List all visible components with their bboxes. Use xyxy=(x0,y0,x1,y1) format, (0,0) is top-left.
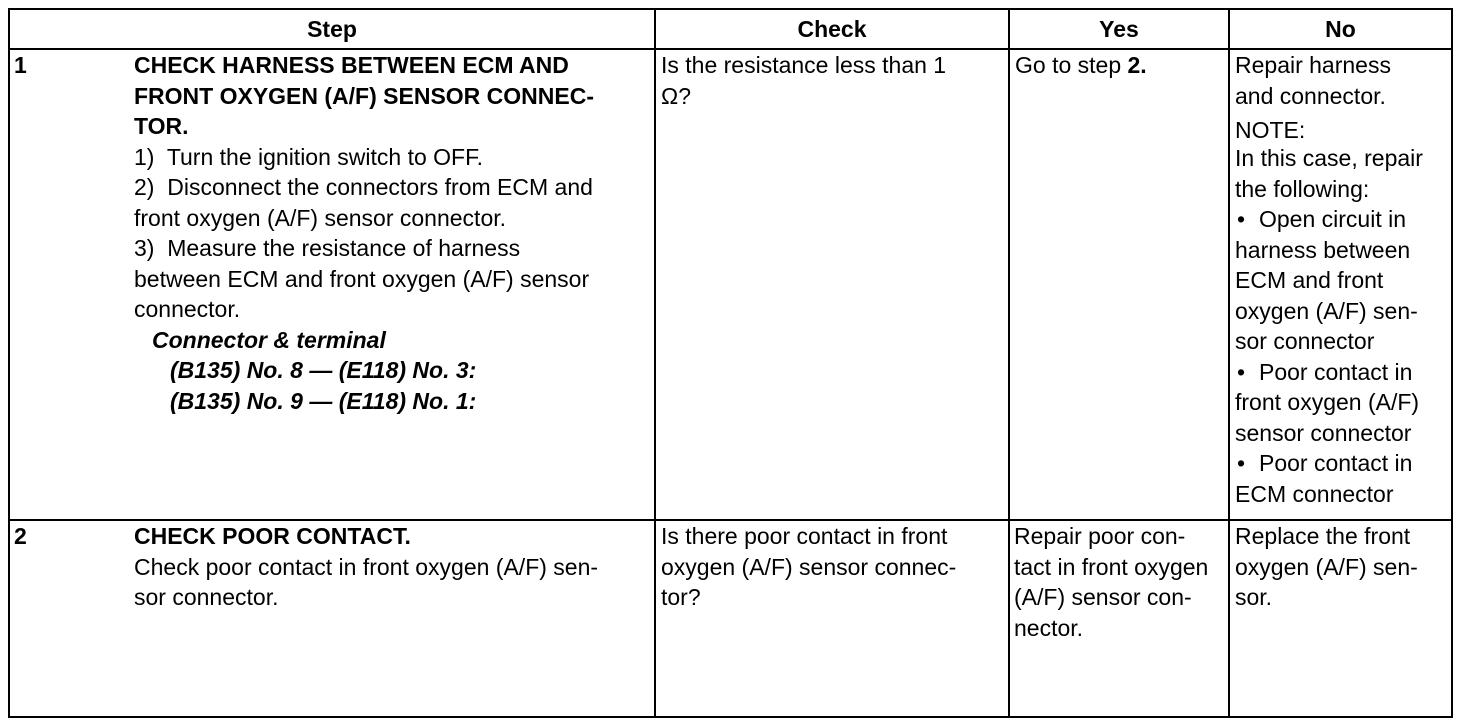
no-line: and connector. xyxy=(1235,82,1386,109)
diagnostic-table xyxy=(8,8,1453,718)
instruction-line: between ECM and front oxygen (A/F) sensor xyxy=(134,265,590,292)
instruction-line: 2) Disconnect the connectors from ECM and xyxy=(134,174,593,200)
step-cell xyxy=(9,49,655,520)
step-title-line: TOR. xyxy=(134,113,189,139)
bullet-item: • Open circuit in xyxy=(1235,204,1447,235)
spec-heading: Connector & terminal xyxy=(152,326,386,353)
header-check: Check xyxy=(655,9,1009,49)
bullet-continuation: harness between xyxy=(1235,236,1411,263)
bullet-continuation: sensor connector xyxy=(1235,419,1412,446)
check-cell xyxy=(655,520,1009,717)
yes-cell xyxy=(1009,49,1229,520)
note-line: the following: xyxy=(1235,175,1370,202)
yes-step-ref: 2. xyxy=(1127,52,1147,78)
yes-line: Repair poor con- xyxy=(1014,523,1186,550)
instruction-line: 3) Measure the resistance of harness xyxy=(134,235,521,261)
header-no: No xyxy=(1229,9,1452,49)
bullet-continuation: oxygen (A/F) sen- xyxy=(1235,297,1418,324)
check-line: oxygen (A/F) sensor connec- xyxy=(661,553,957,580)
bullet-item: • Poor contact in xyxy=(1235,357,1447,388)
step-cell xyxy=(9,520,655,717)
no-line: oxygen (A/F) sen- xyxy=(1235,553,1418,580)
step-title-line: CHECK POOR CONTACT. xyxy=(134,523,411,550)
instruction-line: front oxygen (A/F) sensor connector. xyxy=(134,204,507,231)
yes-line: (A/F) sensor con- xyxy=(1014,584,1192,611)
no-line: Replace the front xyxy=(1235,523,1411,550)
spec-line: (B135) No. 8 — (E118) No. 3: xyxy=(170,357,477,383)
step-title-line: CHECK HARNESS BETWEEN ECM AND xyxy=(134,52,569,78)
bullet-continuation: front oxygen (A/F) xyxy=(1235,389,1420,415)
step-body xyxy=(134,50,654,416)
instruction-line: connector. xyxy=(134,296,241,322)
step-title-line: FRONT OXYGEN (A/F) SENSOR CONNEC- xyxy=(134,82,595,109)
table-row xyxy=(9,49,1452,520)
bullet-continuation: sor connector xyxy=(1235,328,1375,354)
step-body xyxy=(134,521,654,613)
no-cell xyxy=(1229,49,1452,520)
note-heading: NOTE: xyxy=(1235,117,1306,143)
table-row xyxy=(9,520,1452,717)
note-line: In this case, repair xyxy=(1235,145,1423,171)
header-yes: Yes xyxy=(1009,9,1229,49)
yes-cell xyxy=(1009,520,1229,717)
instruction-line: sor connector. xyxy=(134,584,279,611)
check-line: Is there poor contact in front xyxy=(661,523,948,550)
bullet-continuation: ECM connector xyxy=(1235,480,1394,507)
yes-text: Go to step xyxy=(1015,52,1128,78)
bullet-item: • Poor contact in xyxy=(1235,448,1447,479)
check-line: Is the resistance less than 1 xyxy=(661,52,947,78)
no-line: Repair harness xyxy=(1235,52,1391,78)
yes-line: nector. xyxy=(1014,614,1084,641)
instruction-line: 1) Turn the ignition switch to OFF. xyxy=(134,143,483,170)
no-cell xyxy=(1229,520,1452,717)
header-row xyxy=(9,9,1452,49)
step-number: 1 xyxy=(14,52,27,78)
instruction-line: Check poor contact in front oxygen (A/F) sen- xyxy=(134,553,599,580)
check-line: Ω? xyxy=(661,82,691,109)
yes-line: tact in front oxygen xyxy=(1014,553,1209,580)
spec-line: (B135) No. 9 — (E118) No. 1: xyxy=(170,387,477,414)
no-line: sor. xyxy=(1235,584,1273,611)
header-step: Step xyxy=(9,9,655,49)
check-line: tor? xyxy=(661,584,701,611)
check-cell xyxy=(655,49,1009,520)
bullet-continuation: ECM and front xyxy=(1235,267,1384,293)
step-number: 2 xyxy=(14,523,27,550)
